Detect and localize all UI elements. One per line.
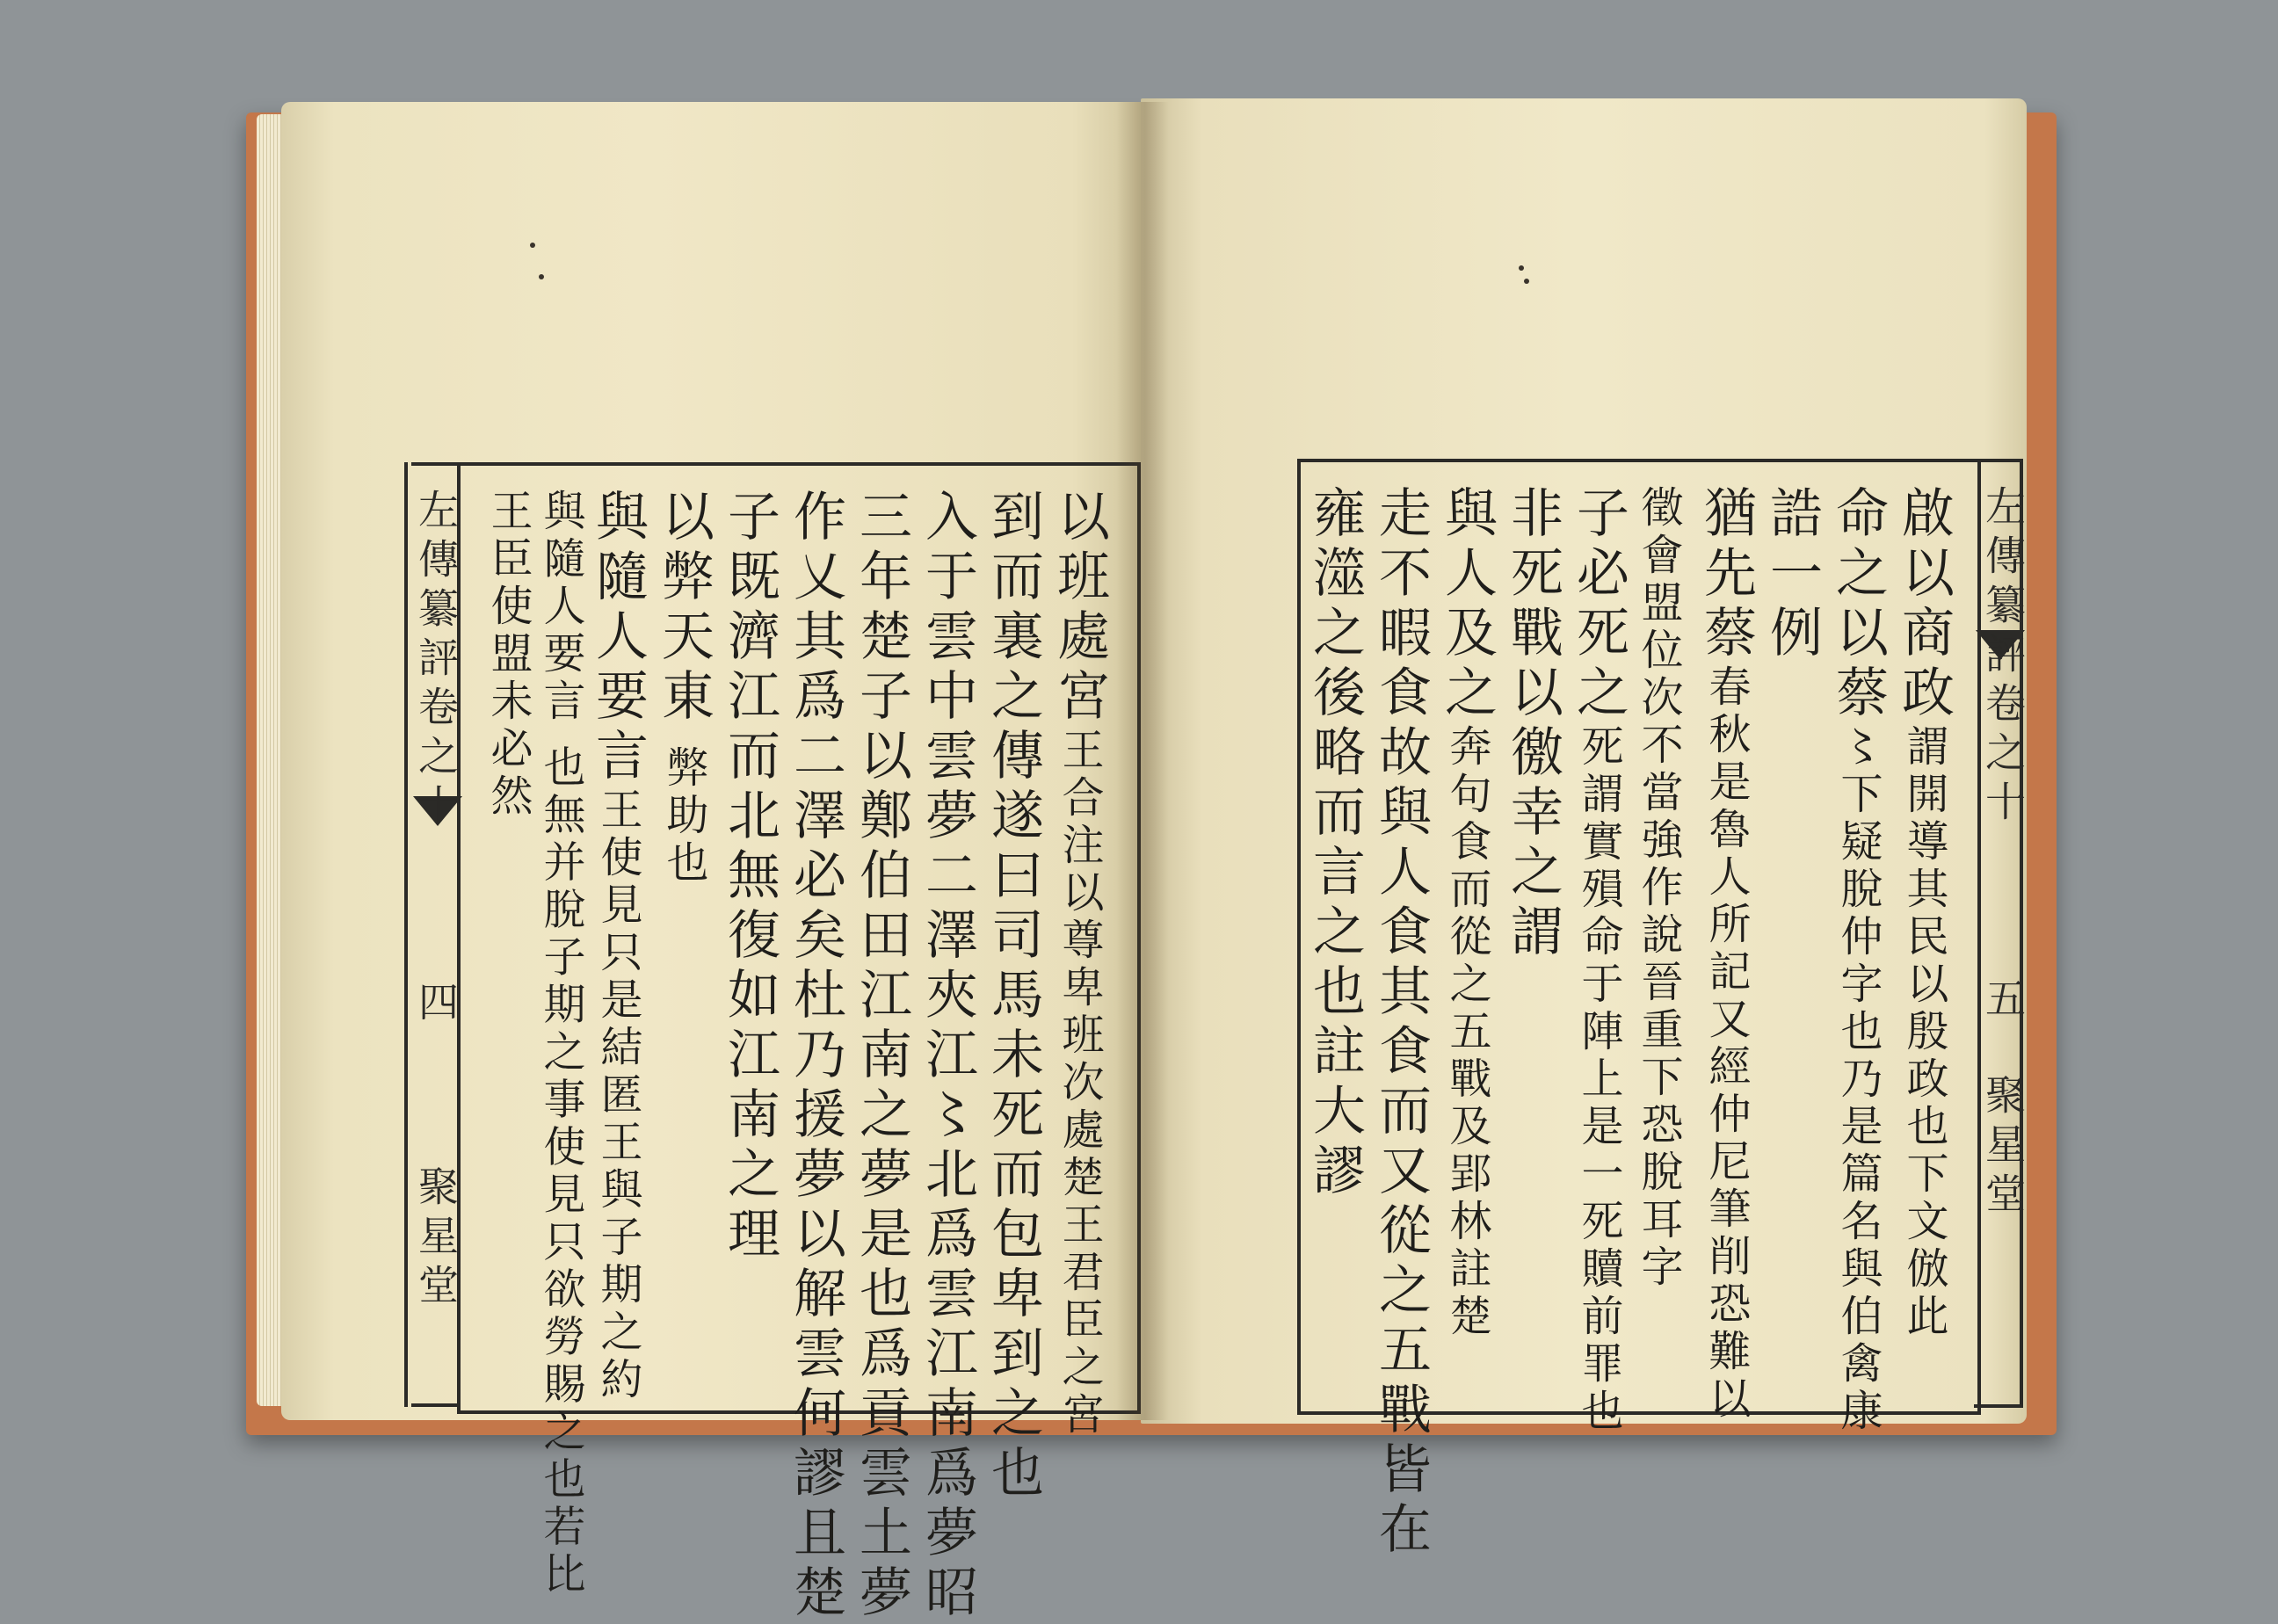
margin-rule <box>411 1403 457 1407</box>
text-column: 與隨人要言王使見只是結匿王與子期之約 <box>587 489 649 1404</box>
margin-page-number: 四 <box>412 981 460 1030</box>
text-column: 與人及之奔句食而從之五戰及郢林註楚 <box>1436 485 1498 1341</box>
ink-dot <box>1519 265 1524 271</box>
text-column: 徵會盟位次不當強作說晉重下恐脫耳字 <box>1634 485 1683 1292</box>
margin-title: 左傳纂評卷之十 <box>1979 485 2027 830</box>
margin-publisher: 聚星堂 <box>412 1165 460 1313</box>
margin-rule <box>404 462 408 1407</box>
open-book <box>246 88 2057 1624</box>
text-column: 作乂其爲二澤必矣杜乃援夢以解雲何謬且楚 <box>785 489 846 1624</box>
text-column: 非死戰以徼幸之謂 <box>1502 485 1563 963</box>
ink-dot <box>539 274 544 279</box>
text-column: 啟以商政謂開導其民以殷政也下文倣此 <box>1893 485 1955 1341</box>
text-column: 子既濟江而北無復如江南之理 <box>719 489 780 1265</box>
margin-title: 左傳纂評卷之十 <box>412 489 460 833</box>
text-column: 命之以蔡〻下疑脫仲字也乃是篇名與伯禽康 <box>1827 485 1889 1436</box>
text-column: 王臣使盟未必然 <box>483 489 533 821</box>
ink-dot <box>530 243 535 248</box>
ink-dot <box>1524 279 1529 284</box>
text-column: 與隨人要言 也無并脫子期之事使見只欲勞賜之也若比 <box>536 489 585 1599</box>
text-column: 以班處宮王合注以尊卑班次處楚王君臣之宮 <box>1048 489 1110 1439</box>
left-page <box>281 102 1143 1624</box>
text-column: 入于雲中雲夢二澤夾江〻北爲雲江南爲夢昭 <box>917 489 978 1624</box>
text-column: 誥一例 <box>1761 485 1823 664</box>
text-column: 以弊天東弊助也 <box>653 489 715 888</box>
book-gutter <box>1116 102 1169 1420</box>
margin-page-number: 五 <box>1979 977 2027 1026</box>
margin-rule <box>411 462 457 466</box>
margin-publisher: 聚星堂 <box>1979 1074 2027 1222</box>
text-column: 子必死之死謂實殞命于陣上是一死贖前罪也 <box>1568 485 1629 1436</box>
right-page <box>1141 98 2027 1561</box>
text-column: 猶先蔡春秋是魯人所記又經仲尼筆削恐難以 <box>1695 485 1757 1424</box>
text-column: 三年楚子以鄭伯田江南之夢是也爲貢雲土夢 <box>851 489 912 1624</box>
text-column: 雍澨之後略而言之也註大謬 <box>1304 485 1366 1202</box>
text-column: 走不暇食故與人食其食而又從之五戰皆在 <box>1370 485 1432 1561</box>
margin-rule <box>1974 1404 2022 1408</box>
text-column: 到而裏之傳遂曰司馬未死而包卑到之也 <box>983 489 1044 1504</box>
margin-rule <box>1974 459 2022 462</box>
